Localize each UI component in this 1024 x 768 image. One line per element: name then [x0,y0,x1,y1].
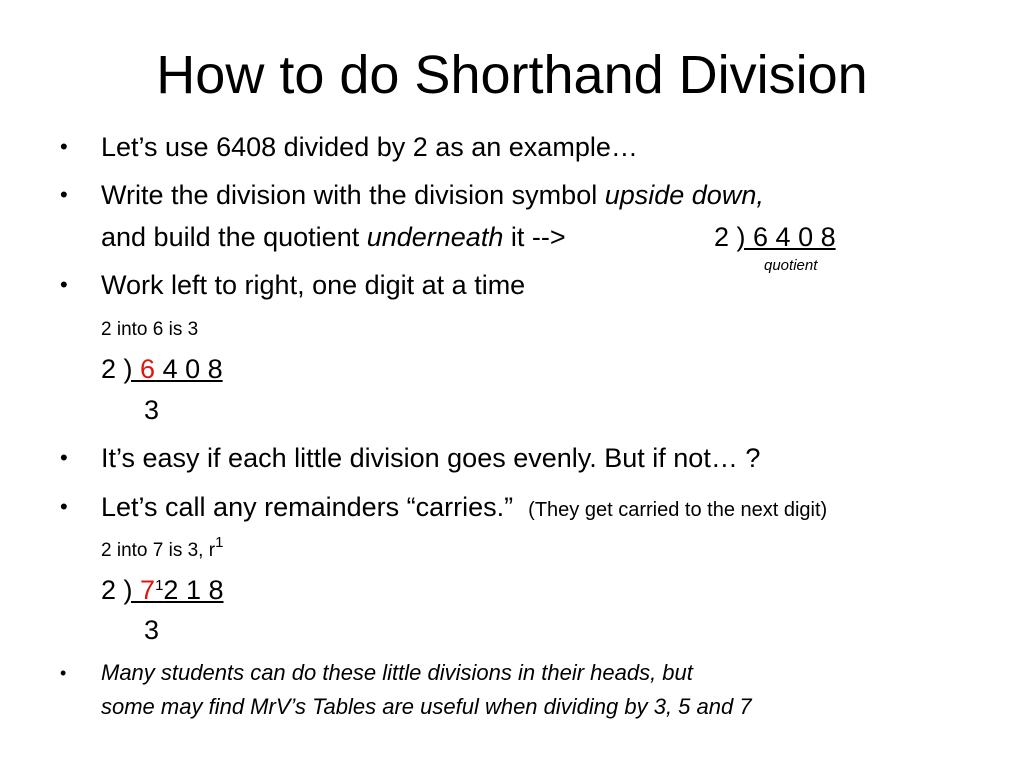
bullet-icon: • [60,445,68,470]
text: Let’s call any remainders “carries.” [101,492,514,522]
text: 2 into 7 is 3, r [101,540,216,561]
bullet-example: Let’s use 6408 divided by 2 as an example… [101,132,638,162]
bullet-carries [101,490,827,527]
divisor: 2 [714,222,730,252]
dividend [124,354,223,384]
bullet-icon: • [60,272,68,297]
text: Write the division with the division symbol [101,180,605,210]
paren: ) [123,575,141,605]
bullet-write-division [101,178,764,212]
division-step-carry [101,573,223,607]
emphasis-text: upside down, [604,180,764,210]
highlighted-digit: 6 [140,354,156,384]
text: and build the quotient [101,222,367,252]
parenthetical-note: (They get carried to the next digit) [528,499,828,521]
bullet-icon: • [60,663,67,683]
divisor: 2 [101,354,117,384]
dividend [124,575,224,605]
dividend: ) 6 4 0 8 [736,222,836,252]
highlighted-digit: 7 [140,575,156,605]
quotient-label: quotient [764,257,818,274]
bullet-easy: It’s easy if each little division goes evenly. But if not… ? [101,443,761,473]
quotient-digit: 3 [144,395,160,425]
quotient-digit: 3 [144,615,160,645]
step-note: 2 into 6 is 3 [101,319,199,340]
division-example [714,220,836,254]
remainder-superscript: 1 [215,534,224,551]
divisor: 2 [101,575,117,605]
bullet-icon: • [60,182,68,207]
bullet-write-division-line2 [101,220,566,254]
bullet-icon: • [60,134,68,159]
bullet-note-line2: some may find MrV’s Tables are useful when dividing by 3, 5 and 7 [101,694,752,719]
remaining-digits: 4 0 8 [155,354,223,384]
text: it --> [503,222,566,252]
slide-title: How to do Shorthand Division [156,45,868,105]
bullet-note-line1: Many students can do these little divisions in their heads, but [101,660,693,685]
bullet-icon: • [60,494,68,519]
emphasis-text: underneath [366,222,504,252]
paren: ) [123,354,141,384]
remaining-digits: 2 1 8 [163,575,224,605]
carry-superscript: 1 [155,577,164,594]
bullet-left-to-right: Work left to right, one digit at a time [101,270,526,300]
step-note [101,534,224,563]
division-step [101,352,223,386]
